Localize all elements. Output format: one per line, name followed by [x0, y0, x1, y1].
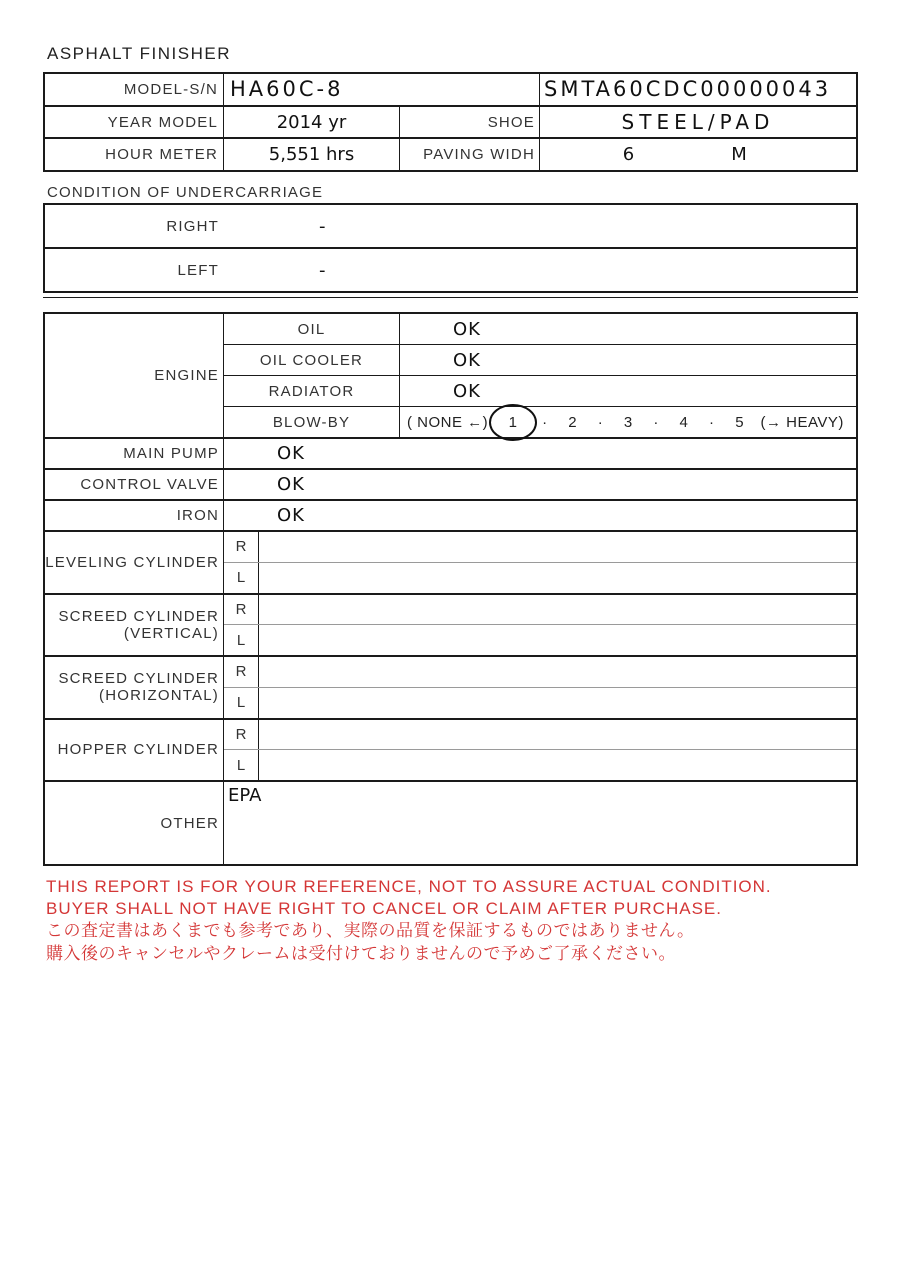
- table-row: [224, 563, 856, 593]
- table-row: [224, 407, 856, 437]
- table-row: [224, 720, 856, 751]
- r-label: R: [224, 657, 259, 687]
- radiator-label: RADIATOR: [224, 376, 400, 406]
- other-value-cell: [224, 782, 856, 864]
- main-pump-value: OK: [277, 443, 305, 464]
- table-row: [224, 657, 856, 688]
- blow-by-rating-3: 3: [623, 413, 633, 431]
- table-row: [224, 376, 856, 407]
- value-cell-empty: [259, 532, 856, 562]
- engine-subrows: [224, 314, 856, 437]
- right-track-label: RIGHT: [166, 217, 219, 235]
- disclaimer-line-jp-2: 購入後のキャンセルやクレームは受付けておりませんので予めご了承ください。: [46, 943, 676, 963]
- screed-cylinder-vertical-label: [45, 595, 224, 656]
- oil-cooler-value-cell: [400, 345, 856, 375]
- table-row: [224, 750, 856, 780]
- spec-table: [43, 72, 858, 172]
- undercarriage-table: [43, 203, 858, 293]
- engine-label: ENGINE: [45, 314, 224, 437]
- blow-by-rating-4: 4: [679, 413, 689, 431]
- blow-by-scale-right: (→ HEAVY): [760, 413, 844, 431]
- dot-separator: ·: [542, 413, 548, 431]
- oil-cooler-value: OK: [453, 349, 481, 371]
- left-track-value: -: [319, 259, 326, 281]
- disclaimer-line-en-1: THIS REPORT IS FOR YOUR REFERENCE, NOT TO ASSURE ACTUAL CONDITION.: [46, 877, 772, 896]
- left-track-label: LEFT: [177, 261, 219, 279]
- hopper-cylinder-row: [45, 720, 856, 783]
- value-cell-empty: [259, 625, 856, 655]
- radiator-value-cell: [400, 376, 856, 406]
- blow-by-label: BLOW-BY: [224, 407, 400, 437]
- leveling-cylinder-label: [45, 532, 224, 593]
- main-pump-label: MAIN PUMP: [45, 439, 224, 468]
- shoe-label: SHOE: [400, 107, 540, 138]
- value-cell-empty: [259, 720, 856, 750]
- r-label: R: [224, 720, 259, 750]
- label-line: HOPPER CYLINDER: [57, 741, 219, 759]
- disclaimer-block: [46, 876, 772, 965]
- screed-cylinder-horizontal-row: [45, 657, 856, 720]
- label-line: (HORIZONTAL): [99, 687, 219, 705]
- r-label: R: [224, 595, 259, 625]
- radiator-value: OK: [453, 380, 481, 402]
- main-pump-value-cell: [224, 439, 856, 468]
- value-cell-empty: [259, 688, 856, 718]
- oil-cooler-label: OIL COOLER: [224, 345, 400, 375]
- dot-separator: ·: [597, 413, 604, 431]
- iron-label: IRON: [45, 501, 224, 530]
- rl-subrows: [224, 720, 856, 781]
- l-label: L: [224, 563, 259, 593]
- rl-subrows: [224, 595, 856, 656]
- label-line: SCREED CYLINDER: [58, 670, 219, 688]
- page-title: ASPHALT FINISHER: [47, 44, 231, 63]
- oil-label: OIL: [224, 314, 400, 344]
- model-sn-label: MODEL-S/N: [45, 74, 224, 105]
- label-line: (VERTICAL): [123, 624, 219, 642]
- iron-value-cell: [224, 501, 856, 530]
- value-cell-empty: [259, 563, 856, 593]
- blow-by-rating-5: 5: [735, 413, 745, 431]
- screed-cylinder-vertical-row: [45, 595, 856, 658]
- paving-width-value: 6: [622, 144, 635, 166]
- other-row: [45, 782, 856, 864]
- table-row: [224, 345, 856, 376]
- l-label: L: [224, 688, 259, 718]
- dot-separator: ·: [653, 413, 659, 431]
- shoe-value: STEEL/PAD: [621, 110, 775, 134]
- leveling-cylinder-row: [45, 532, 856, 595]
- table-row: [45, 137, 856, 170]
- table-row: [224, 314, 856, 345]
- rl-subrows: [224, 532, 856, 593]
- hour-meter-label: HOUR METER: [45, 139, 224, 170]
- other-label: OTHER: [45, 782, 224, 864]
- control-valve-value: OK: [277, 474, 305, 495]
- blow-by-scale: [400, 407, 856, 437]
- engine-group-row: [45, 314, 856, 439]
- iron-value: OK: [277, 505, 305, 526]
- inspection-table: [43, 312, 858, 866]
- paving-width-cell: [540, 139, 856, 170]
- label-line: LEVELING CYLINDER: [45, 553, 219, 571]
- rl-subrows: [224, 657, 856, 718]
- other-value: EPA: [228, 785, 262, 806]
- table-row: [224, 595, 856, 626]
- year-model-label: YEAR MODEL: [45, 107, 224, 138]
- disclaimer-line-en-2: BUYER SHALL NOT HAVE RIGHT TO CANCEL OR CLAIM AFTER PURCHASE.: [46, 899, 722, 918]
- blow-by-scale-left: ( NONE ←): [407, 413, 489, 431]
- blow-by-rating-1: 1: [508, 413, 518, 431]
- hour-meter-value: 5,551 hrs: [224, 139, 400, 170]
- value-cell-empty: [259, 595, 856, 625]
- control-valve-row: [45, 470, 856, 501]
- blow-by-selected-circle: [489, 404, 537, 441]
- table-row: [224, 688, 856, 718]
- table-row: [45, 205, 856, 247]
- table-row: [224, 532, 856, 563]
- screed-cylinder-horizontal-label: [45, 657, 224, 718]
- l-label: L: [224, 625, 259, 655]
- control-valve-label: CONTROL VALVE: [45, 470, 224, 499]
- oil-value: OK: [453, 318, 481, 340]
- table-row: [45, 105, 856, 138]
- paving-width-unit: M: [731, 144, 747, 166]
- disclaimer-line-jp-1: この査定書はあくまでも参考であり、実際の品質を保証するものではありません。: [46, 921, 695, 940]
- control-valve-value-cell: [224, 470, 856, 499]
- l-label: L: [224, 750, 259, 780]
- main-pump-row: [45, 439, 856, 470]
- table-row: [45, 247, 856, 291]
- paving-width-label: PAVING WIDH: [400, 139, 540, 170]
- hopper-cylinder-label: [45, 720, 224, 781]
- label-line: SCREED CYLINDER: [58, 607, 219, 625]
- divider-line: [43, 297, 858, 298]
- iron-row: [45, 501, 856, 532]
- year-model-value: 2014 yr: [224, 107, 400, 138]
- oil-value-cell: [400, 314, 856, 344]
- value-cell-empty: [259, 657, 856, 687]
- table-row: [45, 74, 856, 105]
- blow-by-rating-2: 2: [568, 413, 578, 431]
- value-cell-empty: [259, 750, 856, 780]
- dot-separator: ·: [709, 413, 715, 431]
- right-track-value: -: [319, 215, 326, 237]
- table-row: [224, 625, 856, 655]
- undercarriage-heading: CONDITION OF UNDERCARRIAGE: [47, 184, 323, 204]
- serial-number-value: SMTA60CDC00000043: [544, 77, 832, 102]
- r-label: R: [224, 532, 259, 562]
- model-value: HA60C-8: [224, 74, 540, 105]
